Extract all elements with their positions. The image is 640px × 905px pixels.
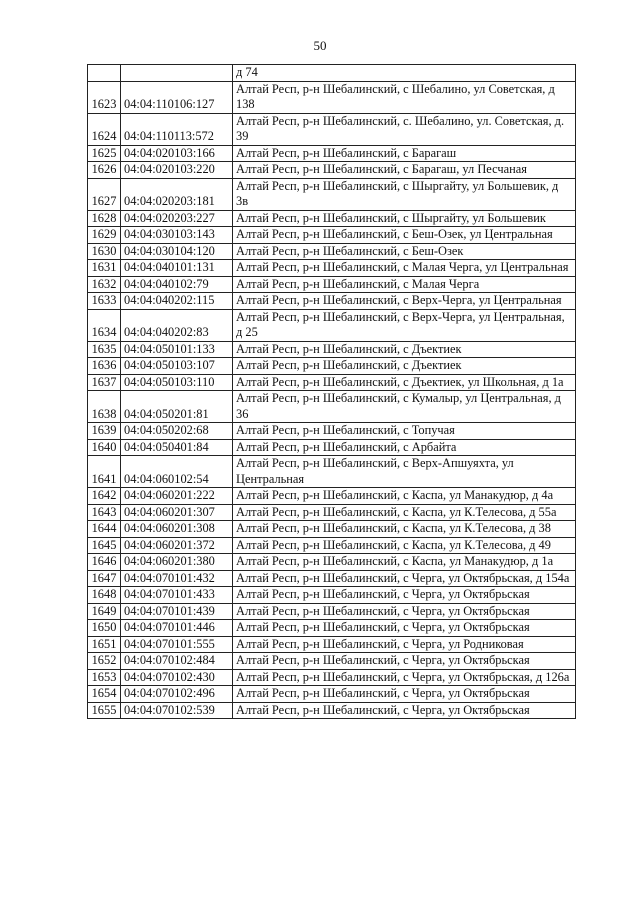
table-row bbox=[88, 391, 576, 423]
cadastral-number: 04:04:070102:430 bbox=[121, 669, 233, 686]
table-row bbox=[88, 439, 576, 456]
address: Алтай Респ, р-н Шебалинский, с Верх-Апшуяхта, ул Центральная bbox=[233, 456, 576, 488]
cadastral-number: 04:04:070101:432 bbox=[121, 570, 233, 587]
row-number: 1637 bbox=[88, 374, 121, 391]
cadastral-number: 04:04:070101:555 bbox=[121, 636, 233, 653]
address: Алтай Респ, р-н Шебалинский, с Черга, ул Октябрьская bbox=[233, 603, 576, 620]
cadastral-number: 04:04:060201:308 bbox=[121, 521, 233, 538]
table-row bbox=[88, 653, 576, 670]
table-row bbox=[88, 554, 576, 571]
row-number: 1628 bbox=[88, 210, 121, 227]
cadastral-number: 04:04:060201:380 bbox=[121, 554, 233, 571]
address: Алтай Респ, р-н Шебалинский, с Шебалино, ул Советская, д 138 bbox=[233, 81, 576, 113]
cadastral-number: 04:04:070101:446 bbox=[121, 620, 233, 637]
table-row bbox=[88, 570, 576, 587]
cadastral-number: 04:04:050103:107 bbox=[121, 358, 233, 375]
cadastral-number: 04:04:040102:79 bbox=[121, 276, 233, 293]
cadastral-number: 04:04:110106:127 bbox=[121, 81, 233, 113]
cadastral-number: 04:04:050201:81 bbox=[121, 391, 233, 423]
cadastral-number: 04:04:040101:131 bbox=[121, 260, 233, 277]
cadastral-number: 04:04:060102:54 bbox=[121, 456, 233, 488]
row-number: 1651 bbox=[88, 636, 121, 653]
cadastral-number: 04:04:020203:227 bbox=[121, 210, 233, 227]
table-row bbox=[88, 488, 576, 505]
cadastral-number: 04:04:070102:484 bbox=[121, 653, 233, 670]
table-row bbox=[88, 178, 576, 210]
address: Алтай Респ, р-н Шебалинский, с Каспа, ул Манакудюр, д 1а bbox=[233, 554, 576, 571]
row-number: 1635 bbox=[88, 341, 121, 358]
address: д 74 bbox=[233, 65, 576, 82]
row-number: 1647 bbox=[88, 570, 121, 587]
address: Алтай Респ, р-н Шебалинский, с Шыргайту, ул Большевик bbox=[233, 210, 576, 227]
table-row bbox=[88, 243, 576, 260]
table-row bbox=[88, 341, 576, 358]
address: Алтай Респ, р-н Шебалинский, с Черга, ул Октябрьская bbox=[233, 620, 576, 637]
row-number: 1630 bbox=[88, 243, 121, 260]
address: Алтай Респ, р-н Шебалинский, с Верх-Черга, ул Центральная bbox=[233, 293, 576, 310]
cadastral-number: 04:04:040202:115 bbox=[121, 293, 233, 310]
table-row bbox=[88, 587, 576, 604]
table-row bbox=[88, 504, 576, 521]
row-number: 1638 bbox=[88, 391, 121, 423]
table-row bbox=[88, 227, 576, 244]
address: Алтай Респ, р-н Шебалинский, с Каспа, ул Манакудюр, д 4а bbox=[233, 488, 576, 505]
address: Алтай Респ, р-н Шебалинский, с Малая Черга, ул Центральная bbox=[233, 260, 576, 277]
address: Алтай Респ, р-н Шебалинский, с Беш-Озек bbox=[233, 243, 576, 260]
row-number: 1625 bbox=[88, 145, 121, 162]
row-number: 1648 bbox=[88, 587, 121, 604]
cadastral-number: 04:04:050101:133 bbox=[121, 341, 233, 358]
cadastral-number: 04:04:050103:110 bbox=[121, 374, 233, 391]
table-row bbox=[88, 113, 576, 145]
row-number bbox=[88, 65, 121, 82]
address: Алтай Респ, р-н Шебалинский, с Дъектиек bbox=[233, 341, 576, 358]
address: Алтай Респ, р-н Шебалинский, с Беш-Озек, ул Центральная bbox=[233, 227, 576, 244]
table-row bbox=[88, 276, 576, 293]
address: Алтай Респ, р-н Шебалинский, с Верх-Черга, ул Центральная, д 25 bbox=[233, 309, 576, 341]
address: Алтай Респ, р-н Шебалинский, с. Шебалино, ул. Советская, д. 39 bbox=[233, 113, 576, 145]
address: Алтай Респ, р-н Шебалинский, с Барагаш, ул Песчаная bbox=[233, 162, 576, 179]
address: Алтай Респ, р-н Шебалинский, с Арбайта bbox=[233, 439, 576, 456]
row-number: 1655 bbox=[88, 702, 121, 719]
row-number: 1632 bbox=[88, 276, 121, 293]
row-number: 1645 bbox=[88, 537, 121, 554]
row-number: 1646 bbox=[88, 554, 121, 571]
cadastral-number bbox=[121, 65, 233, 82]
page-number: 50 bbox=[313, 38, 327, 53]
table-row bbox=[88, 65, 576, 82]
cadastral-number: 04:04:070101:433 bbox=[121, 587, 233, 604]
row-number: 1642 bbox=[88, 488, 121, 505]
row-number: 1653 bbox=[88, 669, 121, 686]
cadastral-number: 04:04:060201:222 bbox=[121, 488, 233, 505]
address: Алтай Респ, р-н Шебалинский, с Малая Черга bbox=[233, 276, 576, 293]
row-number: 1629 bbox=[88, 227, 121, 244]
row-number: 1633 bbox=[88, 293, 121, 310]
table-row bbox=[88, 456, 576, 488]
row-number: 1641 bbox=[88, 456, 121, 488]
row-number: 1649 bbox=[88, 603, 121, 620]
address: Алтай Респ, р-н Шебалинский, с Барагаш bbox=[233, 145, 576, 162]
row-number: 1626 bbox=[88, 162, 121, 179]
row-number: 1636 bbox=[88, 358, 121, 375]
address: Алтай Респ, р-н Шебалинский, с Черга, ул Октябрьская, д 154а bbox=[233, 570, 576, 587]
address: Алтай Респ, р-н Шебалинский, с Черга, ул Октябрьская bbox=[233, 653, 576, 670]
table-row bbox=[88, 293, 576, 310]
row-number: 1652 bbox=[88, 653, 121, 670]
table-row bbox=[88, 309, 576, 341]
table-row bbox=[88, 145, 576, 162]
cadastral-number: 04:04:030103:143 bbox=[121, 227, 233, 244]
address: Алтай Респ, р-н Шебалинский, с Черга, ул Октябрьская bbox=[233, 702, 576, 719]
table-row bbox=[88, 81, 576, 113]
address: Алтай Респ, р-н Шебалинский, с Топучая bbox=[233, 423, 576, 440]
table-row bbox=[88, 537, 576, 554]
row-number: 1654 bbox=[88, 686, 121, 703]
table-row bbox=[88, 669, 576, 686]
cadastral-number: 04:04:040202:83 bbox=[121, 309, 233, 341]
address: Алтай Респ, р-н Шебалинский, с Каспа, ул К.Телесова, д 38 bbox=[233, 521, 576, 538]
cadastral-number: 04:04:030104:120 bbox=[121, 243, 233, 260]
row-number: 1623 bbox=[88, 81, 121, 113]
table-row bbox=[88, 603, 576, 620]
row-number: 1643 bbox=[88, 504, 121, 521]
table-row bbox=[88, 423, 576, 440]
row-number: 1650 bbox=[88, 620, 121, 637]
table-row bbox=[88, 260, 576, 277]
table-row bbox=[88, 374, 576, 391]
cadastral-number: 04:04:050401:84 bbox=[121, 439, 233, 456]
registry-table bbox=[87, 64, 576, 719]
cadastral-number: 04:04:020103:166 bbox=[121, 145, 233, 162]
address: Алтай Респ, р-н Шебалинский, с Кумалыр, ул Центральная, д 36 bbox=[233, 391, 576, 423]
cadastral-number: 04:04:050202:68 bbox=[121, 423, 233, 440]
row-number: 1627 bbox=[88, 178, 121, 210]
table-row bbox=[88, 162, 576, 179]
table-row bbox=[88, 210, 576, 227]
row-number: 1624 bbox=[88, 113, 121, 145]
row-number: 1644 bbox=[88, 521, 121, 538]
address: Алтай Респ, р-н Шебалинский, с Дъектиек bbox=[233, 358, 576, 375]
cadastral-number: 04:04:110113:572 bbox=[121, 113, 233, 145]
cadastral-number: 04:04:060201:372 bbox=[121, 537, 233, 554]
row-number: 1639 bbox=[88, 423, 121, 440]
cadastral-number: 04:04:060201:307 bbox=[121, 504, 233, 521]
table-row bbox=[88, 521, 576, 538]
address: Алтай Респ, р-н Шебалинский, с Черга, ул Октябрьская bbox=[233, 587, 576, 604]
table-row bbox=[88, 636, 576, 653]
address: Алтай Респ, р-н Шебалинский, с Дъектиек, ул Школьная, д 1а bbox=[233, 374, 576, 391]
table-row bbox=[88, 686, 576, 703]
address: Алтай Респ, р-н Шебалинский, с Каспа, ул К.Телесова, д 55а bbox=[233, 504, 576, 521]
cadastral-number: 04:04:070102:496 bbox=[121, 686, 233, 703]
cadastral-number: 04:04:070102:539 bbox=[121, 702, 233, 719]
table-row bbox=[88, 358, 576, 375]
table-row bbox=[88, 702, 576, 719]
row-number: 1640 bbox=[88, 439, 121, 456]
address: Алтай Респ, р-н Шебалинский, с Черга, ул Октябрьская bbox=[233, 686, 576, 703]
address: Алтай Респ, р-н Шебалинский, с Каспа, ул К.Телесова, д 49 bbox=[233, 537, 576, 554]
address: Алтай Респ, р-н Шебалинский, с Черга, ул Родниковая bbox=[233, 636, 576, 653]
registry-body bbox=[88, 65, 576, 719]
cadastral-number: 04:04:070101:439 bbox=[121, 603, 233, 620]
address: Алтай Респ, р-н Шебалинский, с Черга, ул Октябрьская, д 126а bbox=[233, 669, 576, 686]
row-number: 1631 bbox=[88, 260, 121, 277]
address: Алтай Респ, р-н Шебалинский, с Шыргайту, ул Большевик, д 3в bbox=[233, 178, 576, 210]
row-number: 1634 bbox=[88, 309, 121, 341]
cadastral-number: 04:04:020203:181 bbox=[121, 178, 233, 210]
cadastral-number: 04:04:020103:220 bbox=[121, 162, 233, 179]
table-row bbox=[88, 620, 576, 637]
